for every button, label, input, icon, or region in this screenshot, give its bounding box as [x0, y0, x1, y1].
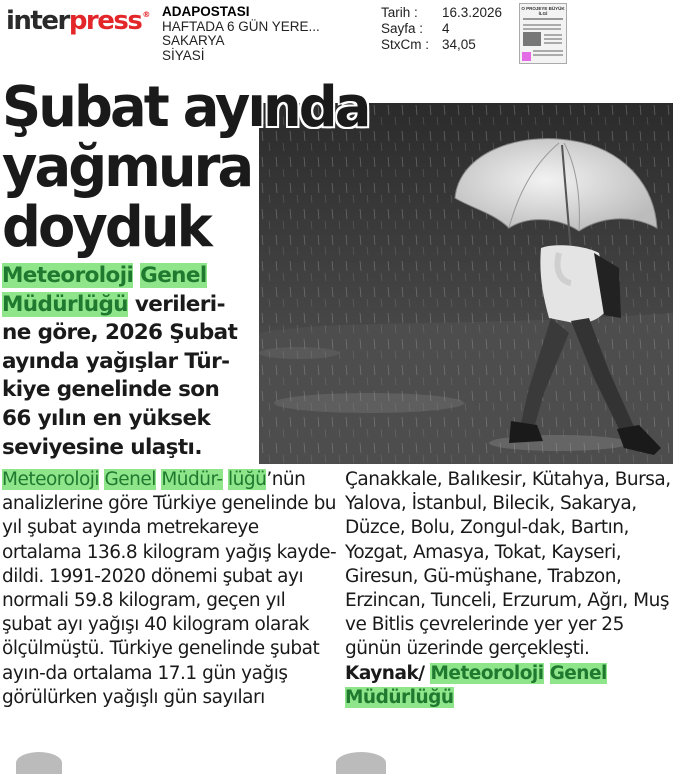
thumbnail-rule [523, 18, 563, 20]
thumbnail-line [544, 38, 562, 40]
highlighted-keyword: Müdürlüğü [345, 686, 454, 708]
thumbnail-line [523, 24, 561, 26]
logo-text-inter: inter [6, 6, 69, 36]
highlighted-keyword: Meteoroloji [430, 662, 544, 684]
date-row [381, 5, 502, 21]
headline-line: yağmura [2, 135, 252, 200]
lead-text: verileri-ne göre, 2026 Şubat ayında yağışlar Tür-kiye genelinde son 66 yılın en yüksek seviyesine ulaştı. [2, 291, 238, 460]
stxcm-value: 34,05 [442, 37, 476, 52]
thumbnail-line [523, 28, 561, 30]
article-body-column-2 [345, 468, 675, 710]
article-lead [2, 262, 252, 462]
source-label: Kaynak/ [345, 662, 425, 684]
page-row [381, 21, 502, 37]
thumbnail-title: O PROJEYE BÜYÜK İLGİ [521, 6, 565, 16]
article-headline [2, 75, 369, 260]
thumbnail-line [544, 42, 562, 44]
headline-line: Şubat ayında [2, 75, 369, 140]
partial-icon [336, 752, 386, 774]
thumbnail-line [533, 54, 563, 56]
publication-name: ADAPOSTASI [162, 4, 250, 19]
article-body-column-1 [2, 468, 337, 710]
thumbnail-highlight-marker [522, 52, 531, 61]
body-text: ’nün analizlerine göre Türkiye genelinde bu yıl şubat ayında metrekareye ortalama 136.8 kilogram yağış kayde-dildi. 1991-2020 dönemi şubat ayı normali 59.8 kilogram, geçen yıl şubat ayı yağışı 40 kilogram olarak ölçülmüştü. Türkiye genelinde şubat ayın-da ortalama 17.1 gün yağış görülürken yağışlı gün sayıları [2, 469, 337, 708]
highlighted-keyword: lüğü [227, 469, 267, 490]
highlighted-keyword: Meteoroloji [2, 263, 134, 288]
highlighted-keyword: Müdürlüğü [2, 291, 128, 317]
date-label: Tarih : [381, 5, 418, 20]
thumbnail-photo [523, 32, 541, 46]
thumbnail-line [544, 34, 562, 36]
source-credit [345, 663, 607, 708]
highlighted-keyword: Genel [549, 662, 607, 684]
publication-frequency: HAFTADA 6 GÜN YERE... [162, 18, 320, 34]
page-label: Sayfa : [381, 21, 424, 36]
highlighted-keyword: Genel [140, 263, 207, 288]
date-value: 16.3.2026 [442, 5, 503, 20]
publication-info [162, 5, 320, 63]
interpress-logo [6, 6, 149, 36]
highlighted-keyword: Meteoroloji [2, 469, 100, 490]
thumbnail-line [533, 50, 563, 52]
registered-mark: ® [142, 10, 149, 19]
publication-region: SAKARYA [162, 33, 225, 48]
partial-icon [16, 752, 62, 774]
highlighted-keyword: Müdür- [161, 469, 223, 490]
page-value: 4 [442, 21, 450, 36]
headline-line: doyduk [2, 195, 210, 260]
stxcm-row [381, 37, 502, 53]
clipping-details [381, 5, 502, 53]
body-text: Çanakkale, Balıkesir, Kütahya, Bursa, Yalova, İstanbul, Bilecik, Sakarya, Düzce, Bolu, Zongul-dak, Bartın, Yozgat, Amasya, Tokat, Kayseri, Giresun, Gü-müşhane, Trabzon, Erzincan, Tunceli, Erzurum, Ağrı, Muş ve Bitlis çevrelerinde yer yer 25 günün üzerinde gerçekleşti. [345, 469, 671, 660]
page-thumbnail[interactable] [519, 3, 567, 64]
stxcm-label: StxCm : [381, 37, 430, 52]
highlighted-keyword: Genel [104, 469, 156, 490]
publication-category: SİYASİ [162, 47, 205, 63]
logo-text-press: press [68, 6, 142, 36]
